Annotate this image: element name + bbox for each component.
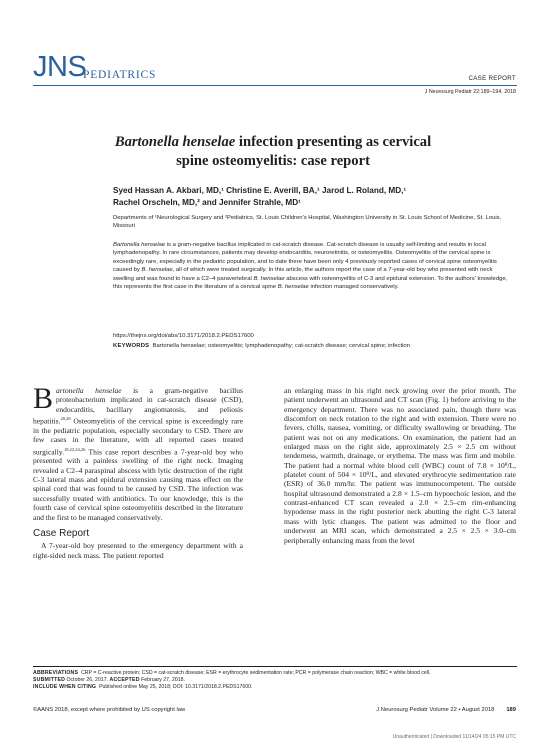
include-label: INCLUDE WHEN CITING bbox=[33, 684, 97, 690]
accepted-label: ACCEPTED bbox=[109, 677, 140, 683]
header-rule bbox=[33, 85, 517, 86]
body-column-right bbox=[284, 386, 516, 545]
citation-info bbox=[33, 684, 517, 691]
drop-cap: B bbox=[33, 382, 54, 415]
reference-superscript: 18,22,24,26 bbox=[64, 446, 86, 452]
intro-part: Osteomyelitis of the cervical spine is exceedingly rare in the pediatric population, especially secondary to CSD. There are few cases in the literature, with all reported cases treated surgically. bbox=[33, 416, 243, 457]
abstract-part: , all of which were treated surgically. In this article, the authors report the case of a 7-year-old boy who presented with neck swelling and was found to have a C2–4 paravertebral bbox=[113, 267, 493, 282]
abstract-part: B. henselae bbox=[277, 284, 309, 291]
abstract-part: abscess with osteomyelitis of C-3 and epidural extension. To the authors' knowledge, this represents the first case in the literature of a cervical spine bbox=[113, 275, 508, 291]
journal-section: PEDIATRICS bbox=[83, 69, 157, 81]
abstract-part: is a gram-negative bacillus implicated in cat-scratch disease. Cat-scratch disease is usually self-limiting and results in local lymphadenopathy. In rare circumstances, patients may develop endocarditis, neuroretinitis, or osteomyelitis. Osteomyelitis of the cervical spine is exceedingly rare, especially in the pediatric population, and to date there have been only 4 previously reported cases of cervical spine osteomyelitis caused by bbox=[113, 242, 497, 274]
download-note: Unauthenticated | Downloaded 11/14/24 05:15 PM UTC bbox=[392, 734, 516, 740]
submitted-label: SUBMITTED bbox=[33, 677, 66, 683]
journal-logo: JNS bbox=[33, 51, 87, 83]
accepted-date: February 27, 2018. bbox=[141, 677, 185, 683]
affiliations: Departments of ¹Neurological Surgery and ²Pediatrics, St. Louis Children's Hospital, Washington University in St. Louis School of Medicine, St. Louis, Missouri bbox=[113, 215, 502, 230]
include-text: Published online May 25, 2018; DOI: 10.3171/2018.2.PEDS17600. bbox=[99, 684, 253, 690]
submitted-date: October 26, 2017. bbox=[66, 677, 109, 683]
authors-line-2: Rachel Orscheln, MD,² and Jennifer Strahle, MD¹ bbox=[113, 197, 301, 207]
case-paragraph: A 7-year-old boy presented to the emergency department with a right-sided neck mass. The patient reported bbox=[33, 541, 243, 560]
keywords-list: Bartonella henselae; osteomyelitis; lymphadenopathy; cat-scratch disease; cervical spine; infection bbox=[152, 343, 410, 349]
abbrev-text: CRP = C-reactive protein; CSD = cat-scratch disease; ESR = erythrocyte sedimentation rate; PCR = polymerase chain reaction; WBC = white blood cell. bbox=[81, 670, 431, 676]
footer-rule bbox=[33, 666, 517, 667]
keywords bbox=[113, 343, 514, 349]
intro-paragraph bbox=[33, 382, 243, 522]
title-rest: infection presenting as cervical spine osteomyelitis: case report bbox=[176, 134, 432, 169]
abstract-part: B. henselae bbox=[253, 275, 285, 282]
doi-link[interactable]: https://thejns.org/doi/abs/10.3171/2018.2.PEDS17600 bbox=[113, 333, 254, 339]
intro-part: This case report describes a 7-year-old boy who presented with a painless swelling of the right neck. Imaging revealed a C2–4 paraspinal abscess with lytic destruction of the right C-3 lateral mass and epidural extension causing mass effect on the spinal cord that was found to be caused by CSD. The infection was successfully treated with antibiotics. To our knowledge, this is the fourth case of cervical spine osteomyelitis described in the literature and the first to be managed conservatively. bbox=[33, 447, 243, 522]
journal-citation: J Neurosurg Pediatr 22:189–194, 2018 bbox=[424, 89, 516, 95]
journal-issue: J Neurosurg Pediatr Volume 22 • August 2018 bbox=[376, 707, 495, 713]
abstract-part: Bartonella henselae bbox=[113, 242, 166, 248]
intro-part: is a gram-negative bacillus proteobacterium implicated in cat-scratch disease (CSD), endocarditis, bacillary angiomatosis, and peliosis hepatitis. bbox=[33, 386, 243, 426]
intro-part: artonella henselae bbox=[56, 386, 122, 395]
case-paragraph-continued: an enlarging mass in his right neck growing over the prior month. The patient underwent an ultrasound and CT scan (Fig. 1) before arriving to the emergency department. There was no associated pain, though there was discomfort on neck rotation to the right and with extension. There were no fevers, chills, nausea, vomiting, or difficulty swallowing or breathing. The patient was not on any medications. On examination, the patient had an enlarged mass on the right side, approximately 2.5 × 2.5 cm without tenderness, warmth, drainage, or erythema. The mass was firm and mobile. The patient had a normal white blood cell (WBC) count of 7.8 × 10⁹/L, platelet count of 504 × 10⁹/L, and elevated erythrocyte sedimentation rate (ESR) of 36.0 mm/hr. The patient was immunocompetent. The outside hospital ultrasound demonstrated a 2.8 × 1.5–cm hypoechoic lesion, and the contrast-enhanced CT scan revealed a 2.0 × 2.5–cm rim-enhancing hypodense mass in the right posterior neck abutting the right C-3 lateral mass with lytic changes. The patient was admitted to the floor and underwent an MRI scan, which demonstrated a 2.5 × 2.5 × 3.0–cm peripherally enhancing mass from the level bbox=[284, 386, 516, 545]
abstract-part: infection managed conservatively. bbox=[308, 284, 399, 291]
abstract bbox=[113, 241, 514, 291]
section-heading-case-report: Case Report bbox=[33, 527, 90, 539]
article-type: CASE REPORT bbox=[468, 75, 516, 82]
issue-info bbox=[376, 707, 516, 713]
author-list bbox=[113, 185, 513, 208]
abstract-part: B. henselae bbox=[141, 267, 173, 274]
body-column-left bbox=[33, 382, 243, 560]
keywords-label: KEYWORDS bbox=[113, 343, 150, 349]
authors-line-1: Syed Hassan A. Akbari, MD,¹ Christine E. Averill, BA,¹ Jarod L. Roland, MD,¹ bbox=[113, 186, 407, 195]
copyright: ©AANS 2018, except where prohibited by US copyright law bbox=[33, 707, 186, 713]
abbrev-label: ABBREVIATIONS bbox=[33, 670, 79, 676]
article-title bbox=[112, 133, 434, 171]
title-italic-species: Bartonella henselae bbox=[114, 134, 236, 150]
page-number: 189 bbox=[506, 707, 516, 713]
reference-superscript: 20,28 bbox=[60, 416, 71, 422]
